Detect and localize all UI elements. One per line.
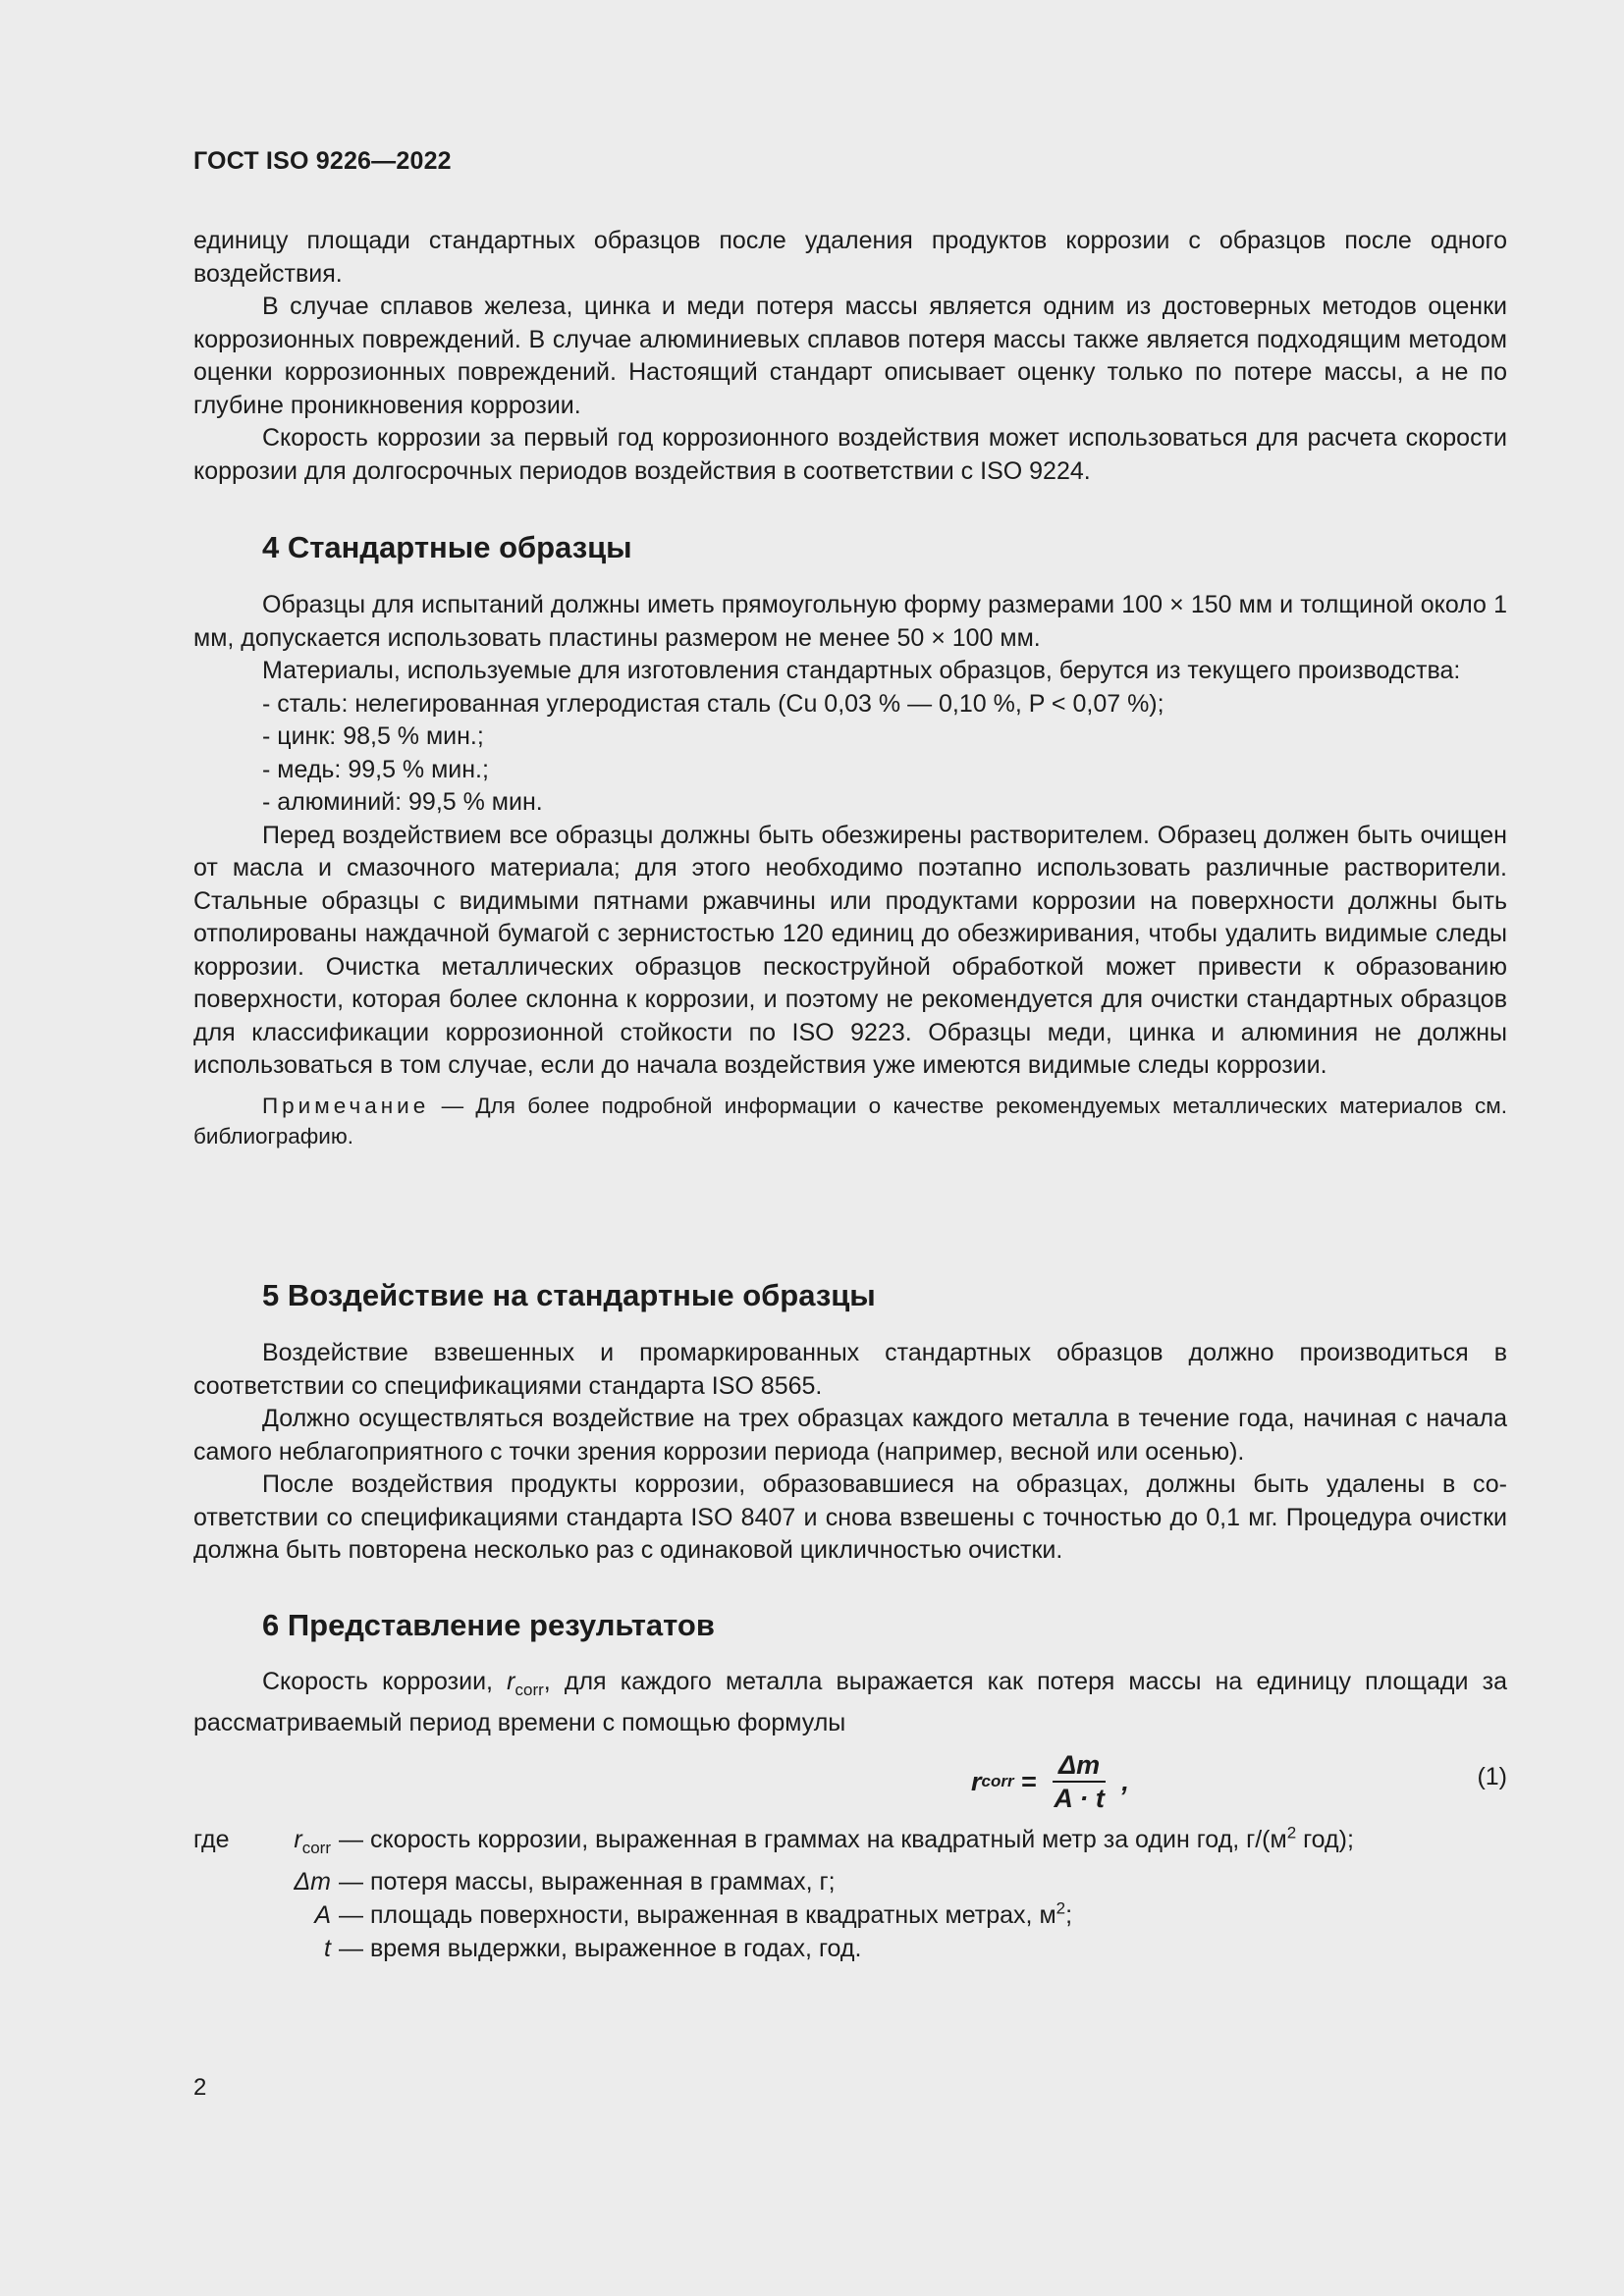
paragraph: Материалы, используемые для изготовления стандартных образцов, берутся из текущего производства: [262,657,1461,684]
fraction-denominator: A · t [1054,1784,1105,1813]
equation-number: (1) [1477,1763,1507,1790]
section-title: 5 Воздействие на стандартные образцы [262,1278,876,1312]
note [193,1091,1507,1151]
section-4-body [193,589,1507,1151]
definition-row: Δm — потеря массы, выраженная в граммах, г; [294,1868,836,1896]
paragraph: После воздействия продукты коррозии, образовавшиеся на образцах, должны быть удалены в соответствии со спецификациями стандарта ISO 8407 и снова взвешены с точностью до 0,1 мг. Процедура очистки должна быть повторена несколько раз с одинаковой цикличностью очистки. [193,1470,1507,1564]
paragraph: Скорость коррозии, $r_{corr}$, для каждого металла выражается как потеря массы на единицу площади за рассматриваемый период времени с помощью формулы [193,1668,1507,1736]
section-6 [193,1606,1507,1645]
page-number: 2 [193,2074,207,2101]
paragraph: Образцы для испытаний должны иметь прямоугольную форму размерами 100 × 150 мм и толщиной около 1 мм, допускается использовать пластины размером не менее 50 × 100 мм. [193,591,1507,652]
paragraph: Должно осуществляться воздействие на трех образцах каждого металла в течение года, начиная с начала самого неблагоприятного с точки зрения коррозии периода (например, весной или осенью). [193,1405,1507,1466]
paragraph: единицу площади стандартных образцов после удаления продуктов коррозии с образцов после одного воздействия. [193,227,1507,288]
document-header: ГОСТ ISO 9226—2022 [193,147,452,175]
intro-section [193,225,1507,488]
list-item: - алюминий: 99,5 % мин. [262,788,543,816]
formula-expression: r corr = $\frac{\Delta m}{A \cdot t}$ , [971,1750,1129,1813]
section-5-body [193,1337,1507,1568]
formula-1 [193,1745,1507,1814]
fraction-numerator: Δm [1053,1749,1106,1783]
definition-row: где $r_{corr}$ — скорость коррозии, выраженная в граммах на квадратный метр за один год, $г/(м^2$ год); [193,1823,1354,1857]
list-item: - медь: 99,5 % мин.; [262,755,489,783]
definition-row: t — время выдержки, выраженное в годах, год. [324,1935,862,1962]
paragraph: В случае сплавов железа, цинка и меди потеря массы является одним из достоверных методов оценки коррозионных повреждений. В случае алюминиевых сплавов потеря массы также является подходящим методом оценки коррозионных повреждений. Настоящий стандарт описывает оценку только по потере массы, а не по глубине проникновения коррозии. [193,293,1507,419]
section-4 [193,528,1507,567]
note-label: Примечание [262,1093,430,1118]
paragraph: Воздействие взвешенных и промаркированных стандартных образцов должно производиться в соответствии со спецификациями стандарта ISO 8565. [193,1339,1507,1400]
section-5 [193,1276,1507,1315]
paragraph: Скорость коррозии за первый год коррозионного воздействия может использоваться для расчета скорости коррозии для долгосрочных периодов воздействия в соответствии с ISO 9224. [193,424,1507,485]
formula-definitions [193,1823,1507,1965]
note-text: — Для более подробной информации о качестве рекомендуемых металлических материалов см. библиографию. [193,1093,1507,1148]
section-title: 4 Стандартные образцы [262,530,632,564]
section-6-body [193,1666,1507,1739]
definition-row: A — площадь поверхности, выраженная в квадратных метрах, $м^2$; [314,1898,1073,1929]
list-item: - цинк: 98,5 % мин.; [262,722,484,750]
fraction [1048,1749,1110,1814]
paragraph: Перед воздействием все образцы должны быть обезжирены растворителем. Образец должен быть очищен от масла и смазочного материала; для этого необходимо поэтапно использовать различные растворители. Стальные образцы с видимыми пятнами ржавчины или продуктами коррозии на поверхности должны быть отполированы наждачной бумагой с зернистостью 120 единиц до обезжиривания, чтобы удалить видимые следы коррозии. Очистка металлических образцов пескоструйной обработкой может привести к образованию поверхности, которая более склонна к коррозии, и поэтому не рекомендуется для очистки стандартных образцов для классификации коррозионной стойкости по ISO 9223. Образцы меди, цинка и алюминия не должны использоваться в том случае, если до начала воздействия уже имеются видимые следы коррозии. [193,821,1507,1079]
section-title: 6 Представление результатов [262,1608,715,1642]
list-item: - сталь: нелегированная углеродистая сталь (Cu 0,03 % — 0,10 %, P < 0,07 %); [262,689,1164,718]
